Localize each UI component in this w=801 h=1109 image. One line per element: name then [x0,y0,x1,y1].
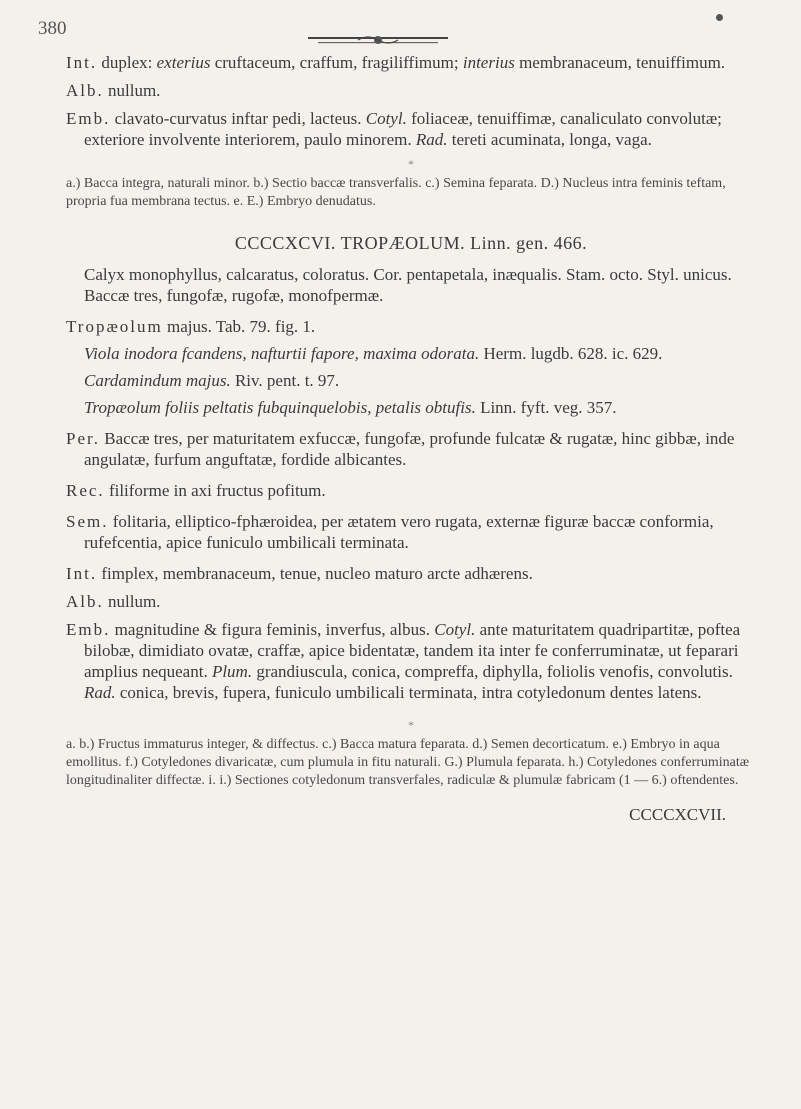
synonym-1: Viola inodora fcandens, nafturtii fapore, maxima odorata. Herm. lugdb. 628. ic. 629. [84,344,663,363]
synonym-3: Tropæolum foliis peltatis fubquinquelobis, petalis obtufis. Linn. fyft. veg. 357. [84,398,617,417]
species-name: Tropæolum majus. Tab. 79. fig. 1. [66,317,316,336]
page-number: 380 [38,18,67,39]
figure-caption-2: a. b.) Fructus immaturus integer, & diffectus. c.) Bacca matura feparata. d.) Semen decorticatum. e.) Embryo in aqua emollitus. f.) Cotyledones divaricatæ, cum plumula in fitu naturali. G.) Plumula feparata. h.) Cotyledones conferruminatæ longitudinaliter diffectæ. i. i.) Sectiones cotyledonum transverfales, radiculæ & plumulæ fabricam (1 — 6.) oftendentes. [66,737,750,788]
separator-star: * [408,157,414,171]
separator-star-2: * [408,718,414,732]
integument-paragraph: Int. duplex: exterius cruftaceum, craffum, fragiliffimum; interius membranaceum, tenuiffimum. [66,53,726,72]
albumen-2-paragraph: Alb. nullum. [66,592,161,611]
integument-2-paragraph: Int. fimplex, membranaceum, tenue, nucleo maturo arcte adhærens. [66,564,533,583]
text-body [66,52,756,825]
albumen-paragraph: Alb. nullum. [66,81,161,100]
genus-heading: CCCCXCVI. TROPÆOLUM. Linn. gen. 466. [234,233,588,253]
ornament-icon [308,34,448,48]
pericarp-paragraph: Per. Baccæ tres, per maturitatem exfuccæ, fungofæ, profunde fulcatæ & rugatæ, hinc gibbæ, inde angulatæ, furfum anguftatæ, fordide albicantes. [66,429,735,469]
embryo-2-paragraph: Emb. magnitudine & figura feminis, inverfus, albus. Cotyl. ante maturitatem quadripartitæ, poftea bilobæ, dimidiato ovatæ, craffæ, apice bidentatæ, tandem ita inter fe conferruminatæ, ut feparari amplius nequeant. Plum. grandiuscula, conica, compreffa, diphylla, foliolis venofis, convolutis. Rad. conica, brevis, fupera, funiculo umbilicali terminata, intra cotyledonum dentes latens. [66,620,741,702]
catchword: CCCCXCVII. [629,805,726,824]
seed-paragraph: Sem. folitaria, elliptico-fphæroidea, per ætatem vero rugata, externæ figuræ baccæ conformia, rufefcentia, apice funiculo umbilicali terminata. [66,512,714,552]
figure-caption-1: a.) Bacca integra, naturali minor. b.) Sectio baccæ transverfalis. c.) Semina feparata. D.) Nucleus intra feminis teftam, propria fua membrana tectus. e. E.) Embryo denudatus. [66,176,726,209]
embryo-paragraph: Emb. clavato-curvatus inftar pedi, lacteus. Cotyl. foliaceæ, tenuiffimæ, canaliculato convolutæ; exteriore involvente interiorem, paulo minorem. Rad. tereti acuminata, longa, vaga. [66,109,722,149]
genus-description: Calyx monophyllus, calcaratus, coloratus. Cor. pentapetala, inæqualis. Stam. octo. Styl. unicus. Baccæ tres, fungofæ, rugofæ, monofpermæ. [84,265,732,305]
ink-spot [716,14,723,21]
int-label: Int. [66,53,98,72]
receptacle-paragraph: Rec. filiforme in axi fructus pofitum. [66,481,326,500]
synonym-2: Cardamindum majus. Riv. pent. t. 97. [84,371,340,390]
